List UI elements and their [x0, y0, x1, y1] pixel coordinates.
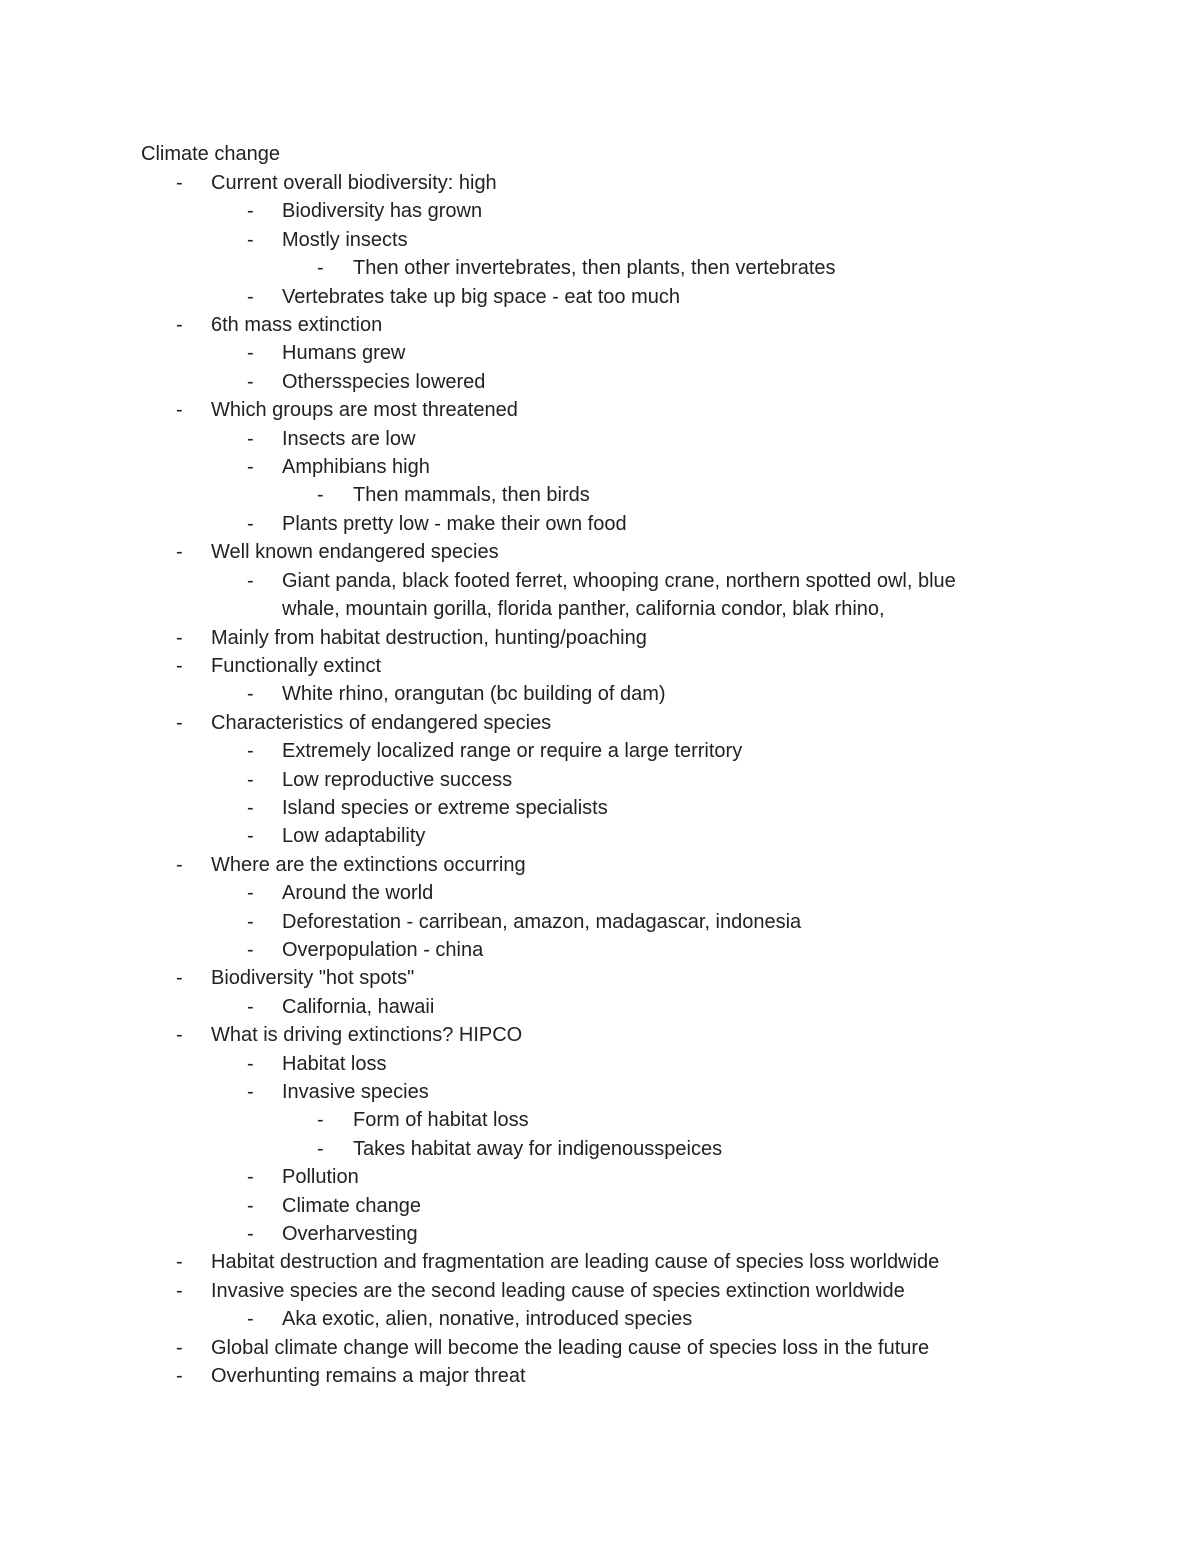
outline-item-text: Biodiversity "hot spots" [211, 967, 415, 990]
bullet-dash: - [247, 342, 254, 365]
bullet-dash: - [317, 257, 324, 280]
bullet-dash: - [176, 314, 183, 337]
outline-item-text: Low reproductive success [282, 768, 513, 791]
bullet-dash: - [247, 569, 254, 592]
outline-item-text: Then other invertebrates, then plants, then vertebrates [353, 257, 836, 280]
bullet-dash: - [176, 1024, 183, 1047]
bullet-dash: - [247, 456, 254, 479]
bullet-dash: - [247, 1166, 254, 1189]
outline-item-text: Habitat loss [282, 1052, 387, 1075]
bullet-dash: - [176, 654, 183, 677]
outline-item-text: Overhunting remains a major threat [211, 1365, 526, 1388]
outline-item-text: Plants pretty low - make their own food [282, 512, 627, 535]
bullet-dash: - [176, 967, 183, 990]
outline-item-text: Form of habitat loss [353, 1109, 529, 1132]
bullet-dash: - [176, 1365, 183, 1388]
outline-item-text: What is driving extinctions? HIPCO [211, 1024, 523, 1047]
bullet-dash: - [247, 1052, 254, 1075]
bullet-dash: - [247, 370, 254, 393]
bullet-dash: - [247, 512, 254, 535]
outline-item-text: White rhino, orangutan (bc building of dam) [282, 683, 666, 706]
outline-item-text: Functionally extinct [211, 654, 382, 677]
outline-item-text: Well known endangered species [211, 541, 499, 564]
bullet-dash: - [247, 683, 254, 706]
bullet-dash: - [176, 711, 183, 734]
outline-item-text: Current overall biodiversity: high [211, 172, 497, 194]
bullet-dash: - [247, 427, 254, 450]
outline-item-text: Climate change [282, 1194, 421, 1217]
bullet-dash: - [247, 1223, 254, 1246]
outline-item-text: Which groups are most threatened [211, 399, 518, 422]
bullet-dash: - [317, 1137, 324, 1160]
bullet-dash: - [247, 740, 254, 763]
bullet-dash: - [176, 541, 183, 564]
outline-item-text: Invasive species are the second leading cause of species extinction worldwide [211, 1279, 905, 1302]
outline-item-text: Invasive species [282, 1081, 429, 1103]
bullet-dash: - [176, 399, 183, 422]
bullet-dash: - [247, 228, 254, 251]
outline-item-text: Global climate change will become the leading cause of species loss in the future [211, 1336, 930, 1359]
outline-item-text: Low adaptability [282, 825, 426, 848]
outline-item-text: Amphibians high [282, 456, 430, 479]
outline-item-text: Extremely localized range or require a large territory [282, 740, 743, 763]
outline-item-text: Othersspecies lowered [282, 370, 486, 393]
outline-item-text: Overpopulation - china [282, 938, 484, 961]
outline-item-text: Aka exotic, alien, nonative, introduced species [282, 1308, 693, 1331]
bullet-dash: - [247, 200, 254, 223]
outline-item-text: Overharvesting [282, 1223, 418, 1246]
bullet-dash: - [247, 796, 254, 819]
bullet-dash: - [176, 1336, 183, 1359]
outline-item-text-continued: whale, mountain gorilla, florida panther, california condor, blak rhino, [282, 598, 885, 621]
bullet-dash: - [176, 1251, 183, 1274]
bullet-dash: - [247, 1194, 254, 1217]
outline-item-text: Around the world [282, 882, 434, 905]
outline-item-text: Then mammals, then birds [353, 484, 590, 507]
bullet-dash: - [247, 910, 254, 933]
outline-item-text: Insects are low [282, 427, 416, 450]
bullet-dash: - [176, 172, 183, 194]
outline-item-text: Where are the extinctions occurring [211, 853, 526, 876]
outline-item-text: Pollution [282, 1166, 359, 1189]
outline-item-text: Deforestation - carribean, amazon, madagascar, indonesia [282, 910, 802, 933]
bullet-dash: - [176, 1279, 183, 1302]
outline-item-text: Vertebrates take up big space - eat too much [282, 285, 681, 308]
outline-item-text: Mainly from habitat destruction, hunting/poaching [211, 626, 647, 649]
bullet-dash: - [176, 853, 183, 876]
bullet-dash: - [247, 285, 254, 308]
outline-item-text: Characteristics of endangered species [211, 711, 552, 734]
bullet-dash: - [247, 768, 254, 791]
outline-item-text: California, hawaii [282, 995, 435, 1018]
bullet-dash: - [247, 1308, 254, 1331]
bullet-dash: - [247, 1081, 254, 1103]
outline-item-text: Humans grew [282, 342, 406, 365]
document-title: Climate change [141, 143, 280, 165]
bullet-dash: - [247, 882, 254, 905]
outline-item-text: Mostly insects [282, 228, 408, 251]
bullet-dash: - [247, 825, 254, 848]
bullet-dash: - [176, 626, 183, 649]
outline-item-text: Giant panda, black footed ferret, whooping crane, northern spotted owl, blue [282, 569, 956, 592]
bullet-dash: - [247, 938, 254, 961]
bullet-dash: - [247, 995, 254, 1018]
outline-item-text: Biodiversity has grown [282, 200, 483, 223]
outline-item-text: Island species or extreme specialists [282, 796, 608, 819]
bullet-dash: - [317, 1109, 324, 1132]
outline-item-text: 6th mass extinction [211, 314, 383, 337]
outline-item-text: Habitat destruction and fragmentation are leading cause of species loss worldwide [211, 1251, 940, 1274]
bullet-dash: - [317, 484, 324, 507]
outline-item-text: Takes habitat away for indigenousspeices [353, 1137, 723, 1160]
